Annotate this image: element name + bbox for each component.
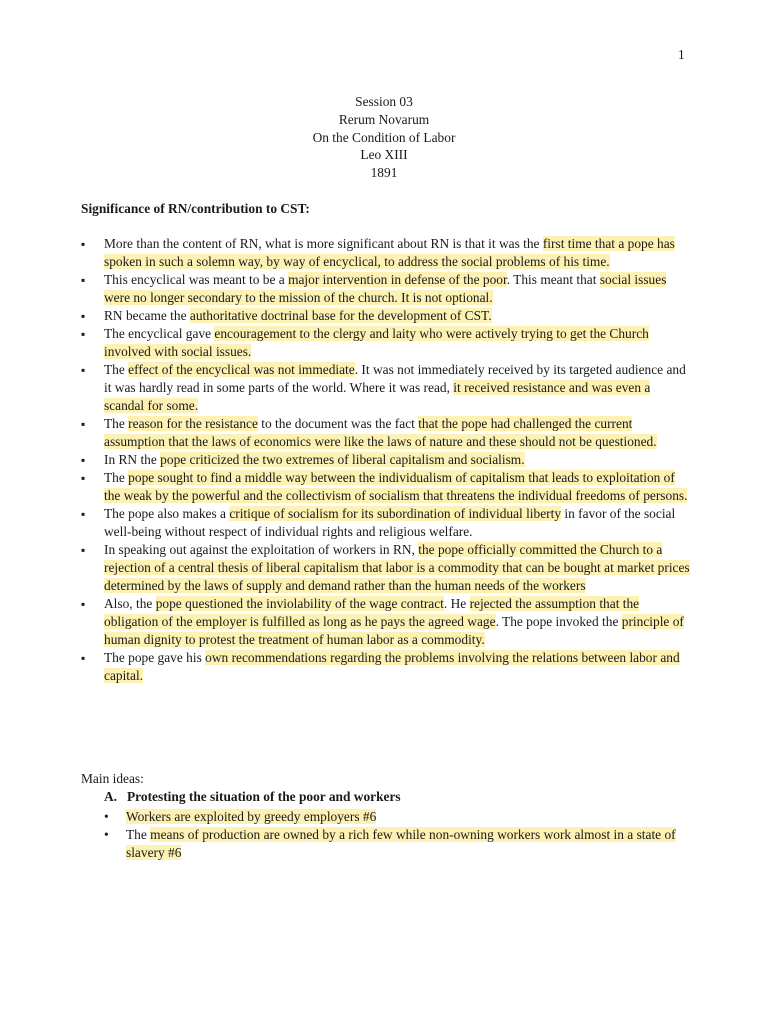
text-segment: The [104, 362, 129, 377]
highlighted-text: pope questioned the inviolability of the wage contract [155, 596, 444, 611]
text-segment: In speaking out against the exploitation of workers in RN, [104, 542, 419, 557]
highlighted-text: it received resistance and was even a scandal for some. [104, 380, 651, 413]
text-segment: The pope also makes a [104, 506, 230, 521]
section-a-heading [104, 789, 401, 805]
text-segment: More than the content of RN, what is more significant about RN is that it was the [104, 236, 543, 251]
list-item [81, 451, 691, 469]
header-line: Session 03 [355, 94, 413, 109]
text-segment: . The pope invoked the [495, 614, 622, 629]
text-segment: . He [443, 596, 470, 611]
text-segment: The pope gave his [104, 650, 206, 665]
list-item [81, 307, 691, 325]
significance-list [81, 235, 691, 685]
text-segment: This encyclical was meant to be a [104, 272, 289, 287]
section-a-label: A. [104, 789, 118, 804]
text-segment: . It was not immediately received by its targeted audience and it was hardly read in some parts of the world. Where it was read, [104, 362, 686, 395]
highlighted-text: first time that a pope has spoken in such a solemn way, by way of encyclical, to address the social problems of his time. [104, 236, 675, 269]
sub-list-item [104, 826, 694, 862]
section-a-title: Protesting the situation of the poor and workers [127, 789, 401, 804]
highlighted-text: rejected the assumption that the obligation of the employer is fulfilled as long as he pays the agreed wage [104, 596, 640, 629]
text-segment: The [104, 470, 129, 485]
sub-list-item [104, 808, 694, 826]
list-item [81, 325, 691, 361]
highlighted-text: critique of socialism for its subordination of individual liberty [229, 506, 562, 521]
highlighted-text: own recommendations regarding the problems involving the relations between labor and capital. [104, 650, 680, 683]
text-segment: . This meant that [506, 272, 600, 287]
list-item [81, 541, 691, 595]
list-item [81, 271, 691, 307]
header-line: Leo XIII [360, 147, 408, 163]
text-segment: In RN the [104, 452, 161, 467]
highlighted-text: pope criticized the two extremes of liberal capitalism and socialism. [160, 452, 525, 467]
text-segment: The [104, 416, 129, 431]
highlighted-text: social issues were no longer secondary to the mission of the church. It is not optional. [104, 272, 667, 305]
highlighted-text: effect of the encyclical was not immediate [128, 362, 355, 377]
highlighted-text: authoritative doctrinal base for the development of CST. [189, 308, 492, 323]
list-item [81, 595, 691, 649]
list-item [81, 235, 691, 271]
highlighted-text: major intervention in defense of the poor [288, 272, 507, 287]
highlighted-text: the pope officially committed the Church to a rejection of a central thesis of liberal capitalism that labor is a commodity that can be bought at market prices determined by the laws of supply and demand rather than the human needs of the workers [104, 542, 690, 593]
header-line: Rerum Novarum [338, 111, 430, 127]
text-segment: RN became the [104, 308, 190, 323]
highlighted-text: means of production are owned by a rich few while non-owning workers work almost in a state of slavery #6 [126, 827, 676, 860]
list-item [81, 649, 691, 685]
highlighted-text: pope sought to find a middle way between the individualism of capitalism that leads to exploitation of the weak by the powerful and the collectivism of socialism that threatens the individual freedoms of persons. [104, 470, 688, 503]
significance-heading: Significance of RN/contribution to CST: [81, 201, 310, 216]
list-item [81, 469, 691, 505]
document-header [0, 93, 768, 182]
highlighted-text: encouragement to the clergy and laity who were actively trying to get the Church involved with social issues. [104, 326, 649, 359]
text-segment: The encyclical gave [104, 326, 215, 341]
main-ideas-heading: Main ideas: [81, 771, 144, 786]
text-segment: The [126, 827, 151, 842]
list-item [81, 361, 691, 415]
highlighted-text: principle of human dignity to protest the treatment of human labor as a commodity. [104, 614, 684, 647]
header-line: 1891 [370, 165, 398, 181]
page-number: 1 [678, 47, 685, 62]
list-item [81, 415, 691, 451]
highlighted-text: that the pope had challenged the current assumption that the laws of economics were like the laws of nature and these should not be questioned. [104, 416, 657, 449]
highlighted-text: reason for the resistance [128, 416, 258, 431]
text-segment: in favor of the social well-being without respect of individual rights and religious welfare. [104, 506, 676, 539]
header-line: On the Condition of Labor [312, 129, 456, 145]
list-item [81, 505, 691, 541]
text-segment: to the document was the fact [257, 416, 419, 431]
section-a-list [104, 808, 694, 862]
text-segment: Also, the [104, 596, 156, 611]
highlighted-text: Workers are exploited by greedy employers #6 [126, 809, 377, 824]
